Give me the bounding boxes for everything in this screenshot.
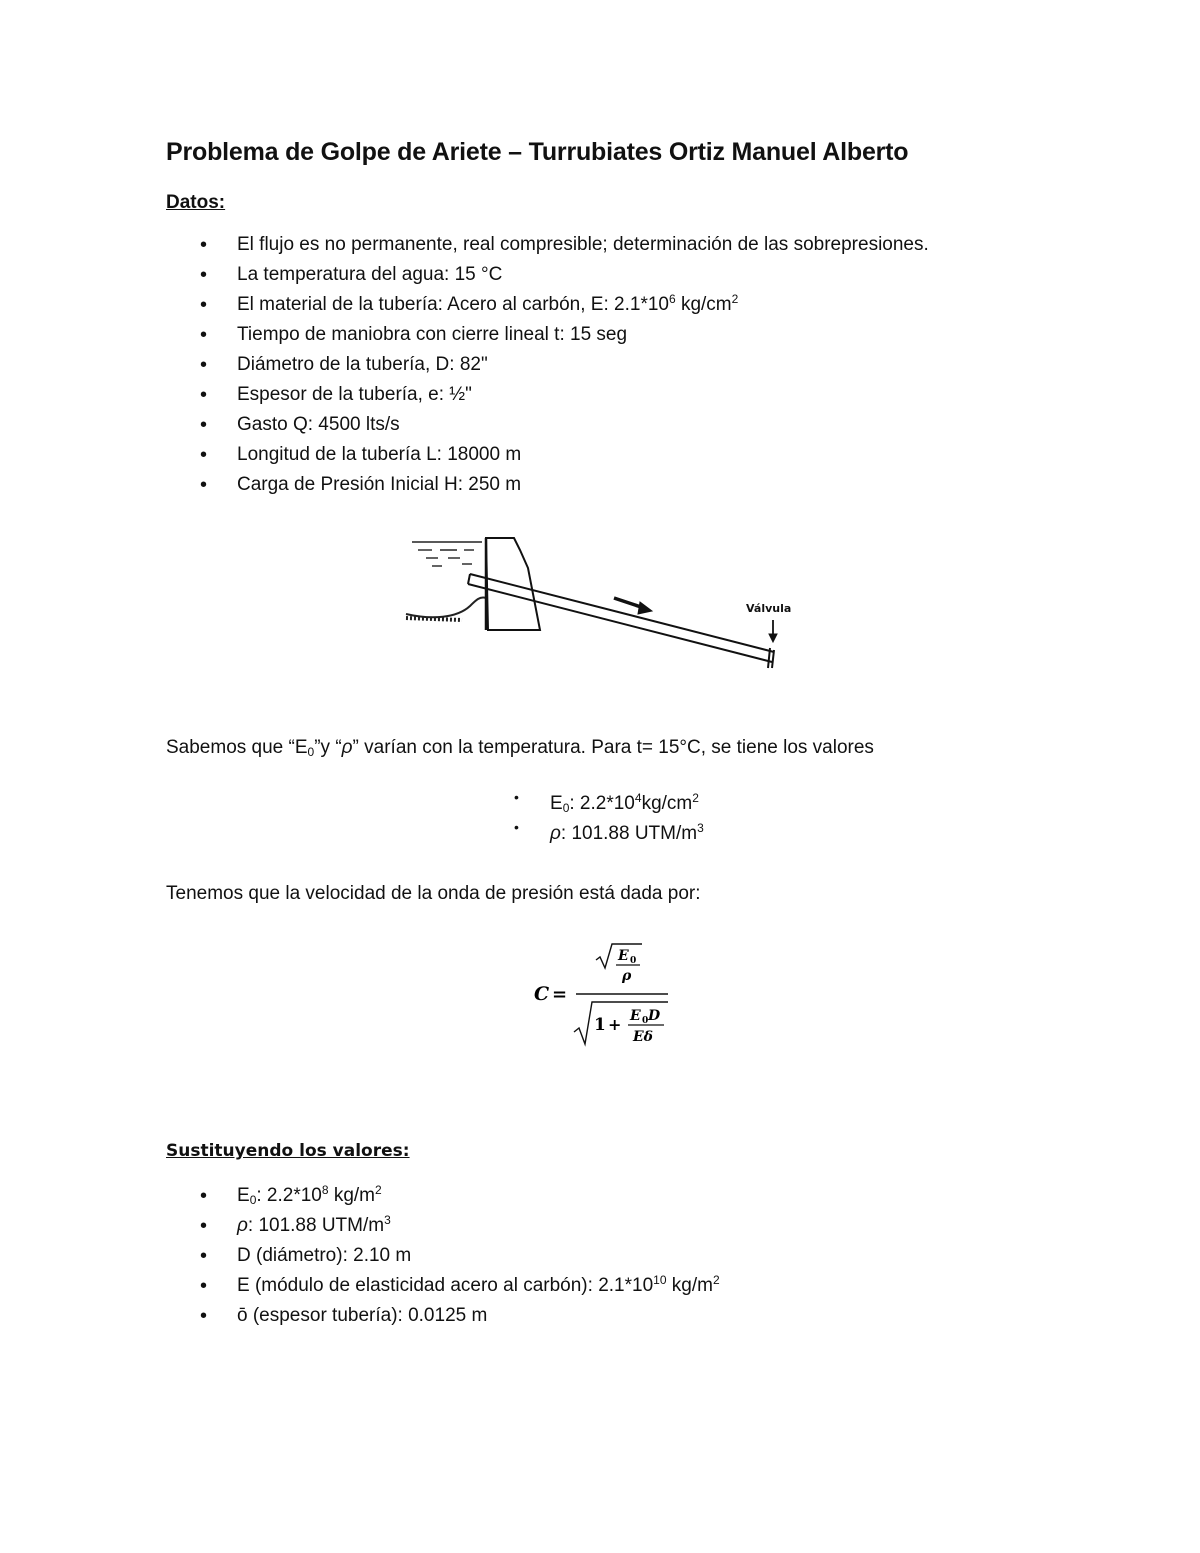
list-item: • $E_0$: $2.2*10^8$ $kg/m^2$ <box>166 1181 720 1211</box>
reservoir-water <box>412 542 482 566</box>
list-item: • El material de la tubería: Acero al carbón, E: $2.1*10^6$ $kg/cm^2$ <box>166 290 929 320</box>
svg-text:E: E <box>630 1008 641 1024</box>
svg-text:0: 0 <box>642 1016 649 1026</box>
svg-text:1: 1 <box>594 1015 606 1035</box>
bullet-icon: • <box>514 789 519 805</box>
svg-text:D: D <box>648 1008 661 1024</box>
list-item: • Gasto Q: 4500 lts/s <box>166 410 929 440</box>
substitution-heading: Sustituyendo los valores: <box>166 1141 410 1161</box>
dam <box>486 538 540 630</box>
reservoir-bottom <box>406 597 486 617</box>
wave-speed-formula <box>534 940 674 1050</box>
svg-text:E: E <box>618 948 629 964</box>
list-item: • La temperatura del agua: 15 °C <box>166 260 929 290</box>
substitution-list <box>166 1181 720 1331</box>
list-item: • ρ: 101.88 UTM/$m^3$ <box>166 1211 720 1241</box>
list-item: • Longitud de la tubería L: 18000 m <box>166 440 929 470</box>
svg-text:+: + <box>608 1015 622 1034</box>
list-item: • E (módulo de elasticidad acero al carbón): $2.1*10^{10}$ $kg/m^2$ <box>166 1271 720 1301</box>
list-item: • $E_0$: $2.2*10^4kg/cm^2$ <box>514 789 699 815</box>
bullet-icon: • <box>514 819 519 835</box>
pipe-diagram <box>402 528 802 678</box>
list-item: • El flujo es no permanente, real compresible; determinación de las sobrepresiones. <box>166 230 929 260</box>
paragraph-temperature: Sabemos que “$E_0”y$ “ρ” varían con la temperatura. Para t= 15°C, se tiene los valores <box>166 737 874 759</box>
valve-label: Válvula <box>746 602 792 615</box>
datos-heading: Datos: <box>166 192 226 213</box>
list-item: • D (diámetro): 2.10 m <box>166 1241 720 1271</box>
list-item: • Carga de Presión Inicial H: 250 m <box>166 470 929 500</box>
list-item: • Tiempo de maniobra con cierre lineal t: 15 seg <box>166 320 929 350</box>
list-item: • ρ: 101.88 UTM/$m^3$ <box>514 819 704 844</box>
datos-list <box>166 230 929 500</box>
valve-arrow-icon <box>769 620 777 642</box>
list-item: • Espesor de la tubería, e: ½" <box>166 380 929 410</box>
svg-text:=: = <box>552 984 568 1005</box>
svg-text:0: 0 <box>630 956 637 966</box>
svg-text:C: C <box>534 983 550 1005</box>
svg-text:ρ: ρ <box>622 968 632 984</box>
list-item: • Diámetro de la tubería, D: 82" <box>166 350 929 380</box>
paragraph-wave-speed: Tenemos que la velocidad de la onda de presión está dada por: <box>166 883 701 904</box>
svg-text:Eδ: Eδ <box>633 1029 654 1045</box>
list-item: • ō (espesor tubería): 0.0125 m <box>166 1301 720 1331</box>
page-title: Problema de Golpe de Ariete – Turrubiates Ortiz Manuel Alberto <box>166 138 909 166</box>
